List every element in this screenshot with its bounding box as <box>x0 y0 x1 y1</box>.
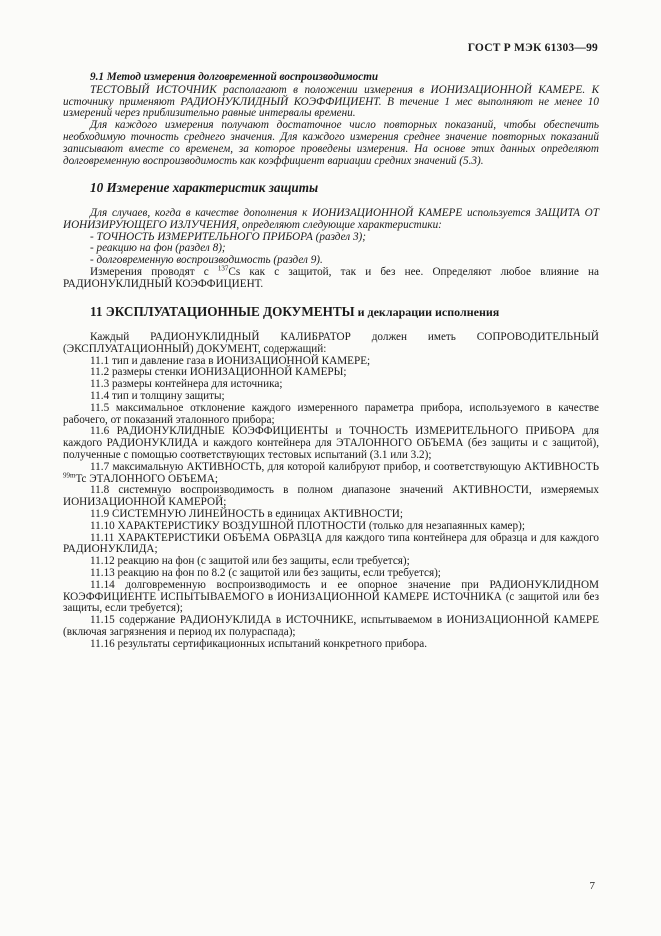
section-9-1-paragraph-1: ТЕСТОВЫЙ ИСТОЧНИК располагают в положении измерения в ИОНИЗАЦИОННОЙ КАМЕРЕ. К источнику применяют РАДИОНУКЛИДНЫЙ КОЭФФИЦИЕНТ. В течение 1 мес выполняют не менее 10 измерений через приблизительно равные интервалы времени. <box>63 83 599 120</box>
section-10-body <box>63 208 599 291</box>
list-item: 11.13 реакцию на фон по 8.2 (с защитой или без защиты, если требуется); <box>90 566 441 579</box>
section-9-1-paragraph-2: Для каждого измерения получают достаточное число повторных показаний, чтобы обеспечить необходимую точность среднего значения. Для каждого измерения среднее значение повторных показаний записывают вместе со временем, за которое проведены измерения. На основе этих данных определяют долговременную воспроизводимость как коэффициент вариации средних значений (5.3). <box>63 119 599 167</box>
item-11-7-text: 11.7 максимальную АКТИВНОСТЬ, для которой калибруют прибор, и соответствующую АКТИВНОСТЬ $^{99m}$Tc ЭТАЛОННОГО ОБЪЕМА; <box>63 460 599 485</box>
list-item: 11.15 содержание РАДИОНУКЛИДА в ИСТОЧНИКЕ, испытываемом в ИОНИЗАЦИОННОЙ КАМЕРЕ (включая загрязнения и период их полураспада); <box>63 614 599 638</box>
section-10-paragraph-1: Для случаев, когда в качестве дополнения к ИОНИЗАЦИОННОЙ КАМЕРЕ используется ЗАЩИТА ОТ ИОНИЗИРУЮЩЕГО ИЗЛУЧЕНИЯ, определяют следующие характеристики: <box>63 207 599 231</box>
list-item: 11.11 ХАРАКТЕРИСТИКИ ОБЪЕМА ОБРАЗЦА для каждого типа контейнера для образца и для каждого РАДИОНУКЛИДА; <box>63 531 599 556</box>
section-11-intro: Каждый РАДИОНУКЛИДНЫЙ КАЛИБРАТОР должен иметь СОПРОВОДИТЕЛЬНЫЙ (ЭКСПЛУАТАЦИОННЫЙ) ДОКУМЕНТ, содержащий: <box>63 331 599 355</box>
list-item: 11.16 результаты сертификационных испытаний конкретного прибора. <box>90 637 428 650</box>
section-11-body <box>63 332 599 651</box>
isotope-mass-number: 137 <box>217 264 229 273</box>
section-11 <box>63 306 599 319</box>
list-item-11-7 <box>63 462 599 486</box>
list-item: 11.9 СИСТЕМНУЮ ЛИНЕЙНОСТЬ в единицах АКТИВНОСТИ; <box>90 507 403 520</box>
section-10-list-item: - ТОЧНОСТЬ ИЗМЕРИТЕЛЬНОГО ПРИБОРА (раздел 3); <box>90 230 366 243</box>
section-11-title: 11 ЭКСПЛУАТАЦИОННЫЕ ДОКУМЕНТЫ и декларации исполнения <box>90 304 500 319</box>
list-item: 11.14 долговременную воспроизводимость и ее опорное значение при РАДИОНУКЛИДНОМ КОЭФФИЦИЕНТЕ ИСПЫТЫВАЕМОГО в ИОНИЗАЦИОННОЙ КАМЕРЕ ИСТОЧНИКА (с защитой или без защиты, если требуется); <box>63 578 599 615</box>
list-item: 11.2 размеры стенки ИОНИЗАЦИОННОЙ КАМЕРЫ; <box>90 366 347 379</box>
document-header: ГОСТ Р МЭК 61303—99 <box>467 42 598 54</box>
list-item: 11.6 РАДИОНУКЛИДНЫЕ КОЭФФИЦИЕНТЫ и ТОЧНОСТЬ ИЗМЕРИТЕЛЬНОГО ПРИБОРА для каждого РАДИОНУКЛИДА и каждого контейнера для ЭТАЛОННОГО ОБЪЕМА (без защиты и с защитой), полученные с помощью соответствующих тестовых испытаний (3.1 или 3.2); <box>63 425 599 461</box>
section-10-paragraph-2: Измерения проводят с $^{137}$Cs как с защитой, так и без нее. Определяют любое влияние на РАДИОНУКЛИДНЫЙ КОЭФФИЦИЕНТ. <box>63 264 599 290</box>
isotope-mass-number: 99m <box>63 470 76 479</box>
list-item: 11.8 системную воспроизводимость в полном диапазоне значений АКТИВНОСТИ, измеряемых ИОНИЗАЦИОННОЙ КАМЕРОЙ; <box>63 484 599 509</box>
section-9-1-title: 9.1 Метод измерения долговременной воспроизводимости <box>90 71 379 83</box>
list-item: 11.1 тип и давление газа в ИОНИЗАЦИОННОЙ КАМЕРЕ; <box>90 354 371 367</box>
list-item: 11.3 размеры контейнера для источника; <box>90 378 283 391</box>
section-10-list-item: - долговременную воспроизводимость (раздел 9). <box>90 254 323 267</box>
page-number: 7 <box>589 880 595 892</box>
section-10-title: 10 Измерение характеристик защиты <box>90 180 319 195</box>
list-item: 11.10 ХАРАКТЕРИСТИКУ ВОЗДУШНОЙ ПЛОТНОСТИ (только для незапаянных камер); <box>90 519 525 532</box>
section-10 <box>63 182 599 194</box>
list-item: 11.4 тип и толщину защиты; <box>90 389 225 402</box>
section-9-1 <box>63 72 599 167</box>
list-item: 11.12 реакцию на фон (с защитой или без защиты, если требуется); <box>90 555 410 568</box>
section-10-list-item: - реакцию на фон (раздел 8); <box>90 242 226 255</box>
list-item: 11.5 максимальное отклонение каждого измеренного параметра прибора, используемого в качестве рабочего, от показаний эталонного прибора; <box>63 401 599 426</box>
